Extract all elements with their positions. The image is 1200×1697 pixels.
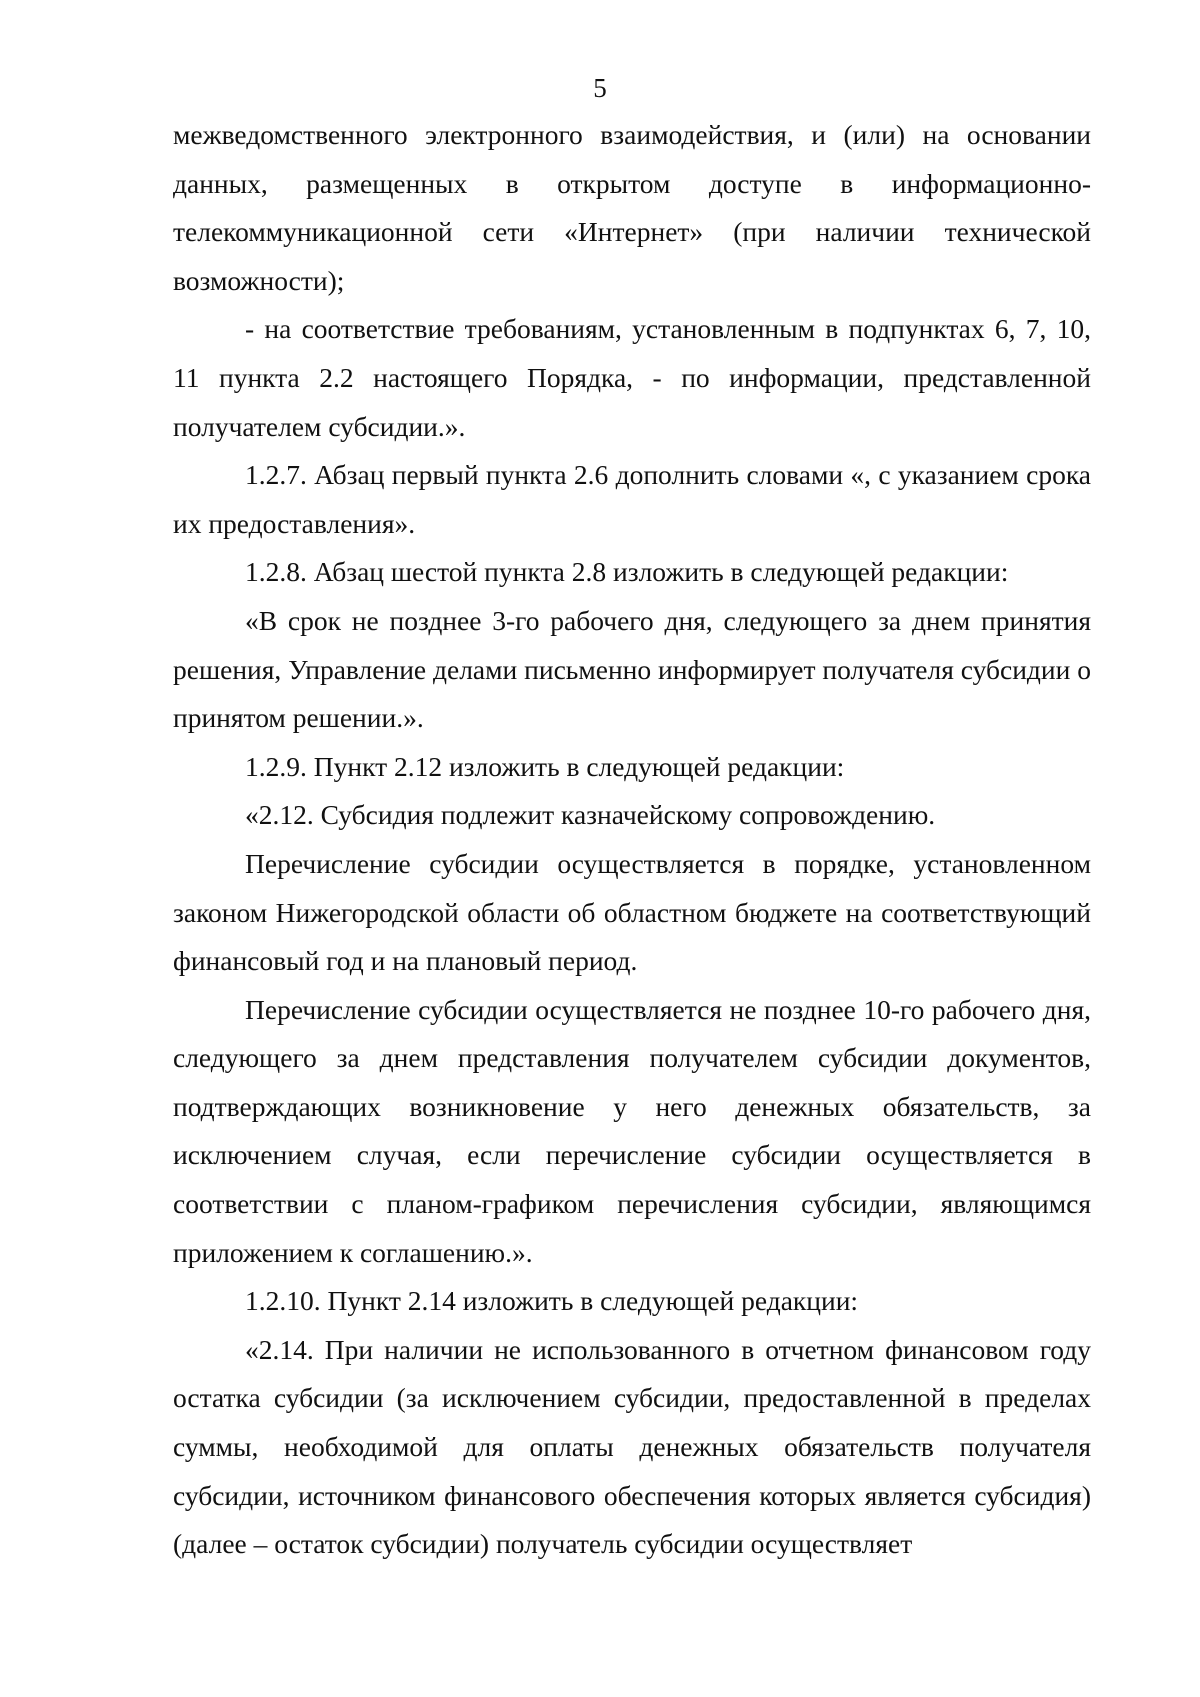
paragraph: «В срок не позднее 3-го рабочего дня, следующего за днем принятия решения, Управление делами письменно информирует получателя субсидии о принятом решении.». [173, 604, 1091, 734]
page-number: 5 [593, 73, 607, 103]
paragraph: 1.2.7. Абзац первый пункта 2.6 дополнить словами «, с указанием срока их предоставления». [173, 459, 1091, 539]
paragraph: «2.14. При наличии не использованного в отчетном финансовом году остатка субсидии (за исключением субсидии, предоставленной в пределах суммы, необходимой для оплаты денежных обязательств получателя субсидии, источником финансового обеспечения которых является субсидия) (далее – остаток субсидии) получатель субсидии осуществляет [173, 1333, 1091, 1560]
paragraph-continuation: межведомственного электронного взаимодействия, и (или) на основании данных, размещенных в открытом доступе в информационно-телекоммуникационной сети «Интернет» (при наличии технической возможности); [173, 119, 1091, 296]
paragraph: Перечисление субсидии осуществляется в порядке, установленном законом Нижегородской области об областном бюджете на соответствующий финансовый год и на плановый период. [173, 847, 1091, 977]
paragraph: 1.2.10. Пункт 2.14 изложить в следующей редакции: [245, 1285, 859, 1317]
paragraph: 1.2.8. Абзац шестой пункта 2.8 изложить в следующей редакции: [245, 556, 1009, 588]
document-body [173, 111, 1091, 1569]
paragraph: - на соответствие требованиям, установленным в подпунктах 6, 7, 10, 11 пункта 2.2 настоящего Порядка, - по информации, представленной получателем субсидии.». [173, 313, 1091, 442]
paragraph: Перечисление субсидии осуществляется не позднее 10-го рабочего дня, следующего за днем представления получателем субсидии документов, подтверждающих возникновение у него денежных обязательств, за исключением случая, если перечисление субсидии осуществляется в соответствии с планом-графиком перечисления субсидии, являющимся приложением к соглашению.». [173, 993, 1091, 1268]
paragraph: «2.12. Субсидия подлежит казначейскому сопровождению. [245, 799, 936, 831]
paragraph: 1.2.9. Пункт 2.12 изложить в следующей редакции: [245, 750, 845, 782]
